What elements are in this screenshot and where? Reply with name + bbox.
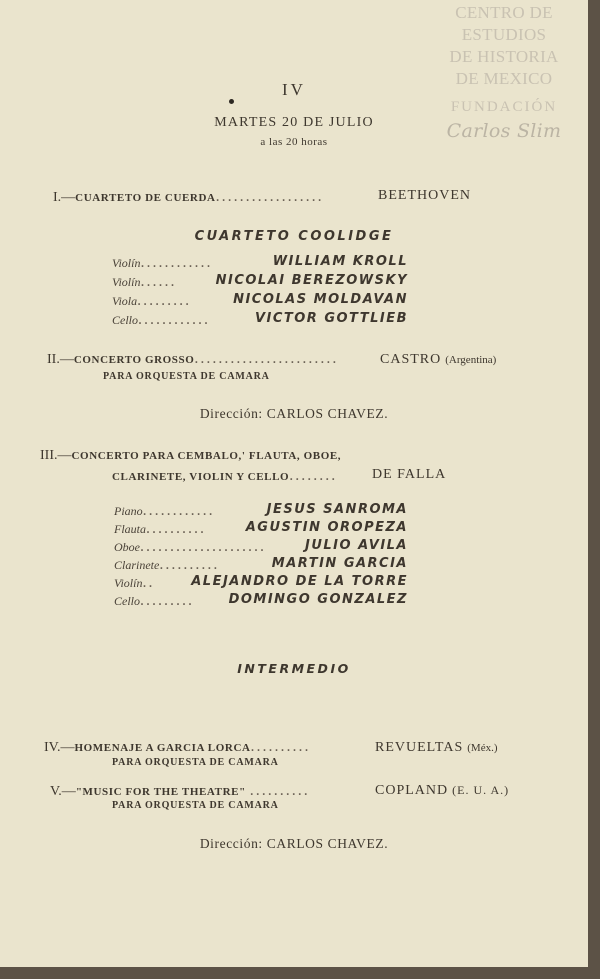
ensemble-member bbox=[114, 520, 206, 538]
quartet-name: CUARTETO COOLIDGE bbox=[194, 229, 394, 244]
watermark-line: CENTRO DE bbox=[455, 3, 553, 22]
item-country: (Méx.) bbox=[467, 742, 498, 754]
member-name: MARTIN GARCIA bbox=[271, 556, 408, 571]
item-country: (Argentina) bbox=[445, 354, 497, 366]
leader-dots: ........ bbox=[289, 467, 338, 484]
bullet-mark bbox=[229, 99, 234, 104]
concert-date: MARTES 20 DE JULIO bbox=[214, 115, 374, 130]
member-name: DOMINGO GONZALEZ bbox=[228, 592, 408, 607]
quartet-member bbox=[112, 311, 210, 329]
program-item-5 bbox=[50, 782, 310, 800]
member-name: JESUS SANROMA bbox=[266, 502, 408, 517]
item-composer: COPLAND bbox=[375, 783, 449, 798]
member-role: Cello bbox=[112, 313, 138, 327]
member-role: Violín bbox=[114, 576, 143, 590]
program-item-2 bbox=[47, 350, 338, 368]
member-name: VICTOR GOTTLIEB bbox=[254, 311, 408, 326]
item-composer-line bbox=[375, 738, 498, 756]
ensemble-member bbox=[114, 556, 219, 574]
leader-dots: ............ bbox=[138, 311, 210, 328]
item-number: IV.— bbox=[44, 740, 75, 755]
quartet-member bbox=[112, 273, 176, 291]
item-number: II.— bbox=[47, 352, 74, 367]
ensemble-member bbox=[114, 574, 154, 592]
item-number: V.— bbox=[50, 784, 76, 799]
leader-dots: ..................... bbox=[140, 538, 266, 555]
member-role: Oboe bbox=[114, 540, 140, 554]
item-number: III.— bbox=[40, 448, 72, 463]
program-item-3 bbox=[40, 446, 341, 464]
item-composer: REVUELTAS bbox=[375, 740, 464, 755]
page-edge-shadow bbox=[0, 967, 600, 979]
item-subtitle: PARA ORQUESTA DE CAMARA bbox=[112, 800, 279, 811]
intermission-label: INTERMEDIO bbox=[237, 661, 351, 676]
item-title: CUARTETO DE CUERDA bbox=[75, 192, 216, 204]
item-title-continued: CLARINETE, VIOLIN Y CELLO bbox=[112, 471, 290, 483]
leader-dots: ...... bbox=[140, 273, 177, 290]
ensemble-member bbox=[114, 538, 266, 556]
item-composer: CASTRO bbox=[380, 352, 442, 367]
item-composer-line bbox=[375, 781, 509, 799]
member-role: Cello bbox=[114, 594, 140, 608]
ensemble-member bbox=[114, 502, 215, 520]
leader-dots: ......... bbox=[137, 292, 192, 309]
member-name: WILLIAM KROLL bbox=[272, 254, 408, 269]
item-subtitle: PARA ORQUESTA DE CAMARA bbox=[112, 757, 279, 768]
member-name: JULIO AVILA bbox=[304, 538, 408, 553]
item-title: CONCERTO GROSSO bbox=[73, 354, 195, 366]
leader-dots: .. bbox=[142, 574, 155, 591]
ensemble-member bbox=[114, 592, 194, 610]
leader-dots: .................. bbox=[215, 188, 324, 205]
leader-dots: ............ bbox=[140, 254, 213, 271]
leader-dots: .......... bbox=[159, 556, 220, 573]
member-role: Piano bbox=[114, 504, 143, 518]
member-name: AGUSTIN OROPEZA bbox=[245, 520, 408, 535]
item-composer: BEETHOVEN bbox=[378, 188, 471, 203]
page-edge-shadow bbox=[588, 0, 600, 979]
watermark-line: DE HISTORIA bbox=[449, 47, 559, 66]
leader-dots: ......... bbox=[140, 592, 194, 609]
program-item-3-line2 bbox=[112, 467, 337, 485]
conductor-credit: Dirección: CARLOS CHAVEZ. bbox=[199, 406, 389, 421]
leader-dots: .......... bbox=[249, 782, 310, 799]
leader-dots: .......... bbox=[146, 520, 206, 537]
watermark-fundacion: FUNDACIÓN bbox=[450, 99, 558, 115]
item-subtitle: PARA ORQUESTA DE CAMARA bbox=[103, 371, 270, 382]
member-role: Viola bbox=[112, 294, 138, 308]
member-role: Violín bbox=[112, 275, 141, 289]
leader-dots: ............ bbox=[142, 502, 215, 519]
member-role: Violín bbox=[112, 256, 141, 270]
conductor-credit: Dirección: CARLOS CHAVEZ. bbox=[199, 836, 389, 851]
concert-time: a las 20 horas bbox=[260, 136, 328, 148]
item-number: I.— bbox=[53, 190, 76, 205]
watermark-line: DE MEXICO bbox=[455, 69, 553, 88]
program-item-1 bbox=[53, 188, 324, 206]
item-composer: DE FALLA bbox=[372, 467, 447, 482]
concert-number: IV bbox=[282, 80, 306, 99]
quartet-member bbox=[112, 292, 191, 310]
leader-dots: ........................ bbox=[194, 350, 339, 367]
member-name: NICOLAS MOLDAVAN bbox=[233, 292, 408, 307]
item-composer-line bbox=[380, 350, 496, 368]
member-name: ALEJANDRO DE LA TORRE bbox=[191, 574, 408, 589]
item-title: CONCERTO PARA CEMBALO,' FLAUTA, OBOE, bbox=[71, 450, 342, 462]
quartet-member bbox=[112, 254, 212, 272]
member-role: Clarinete bbox=[114, 558, 160, 572]
member-role: Flauta bbox=[114, 522, 146, 536]
watermark-line: ESTUDIOS bbox=[461, 25, 547, 44]
item-title: HOMENAJE A GARCIA LORCA bbox=[74, 742, 251, 754]
leader-dots: .......... bbox=[250, 738, 311, 755]
watermark-signature: Carlos Slim bbox=[446, 120, 562, 142]
member-name: NICOLAI BEREZOWSKY bbox=[215, 273, 408, 288]
program-item-4 bbox=[44, 738, 311, 756]
item-country: (E. U. A.) bbox=[452, 783, 510, 797]
item-title: "MUSIC FOR THE THEATRE" bbox=[75, 786, 246, 798]
